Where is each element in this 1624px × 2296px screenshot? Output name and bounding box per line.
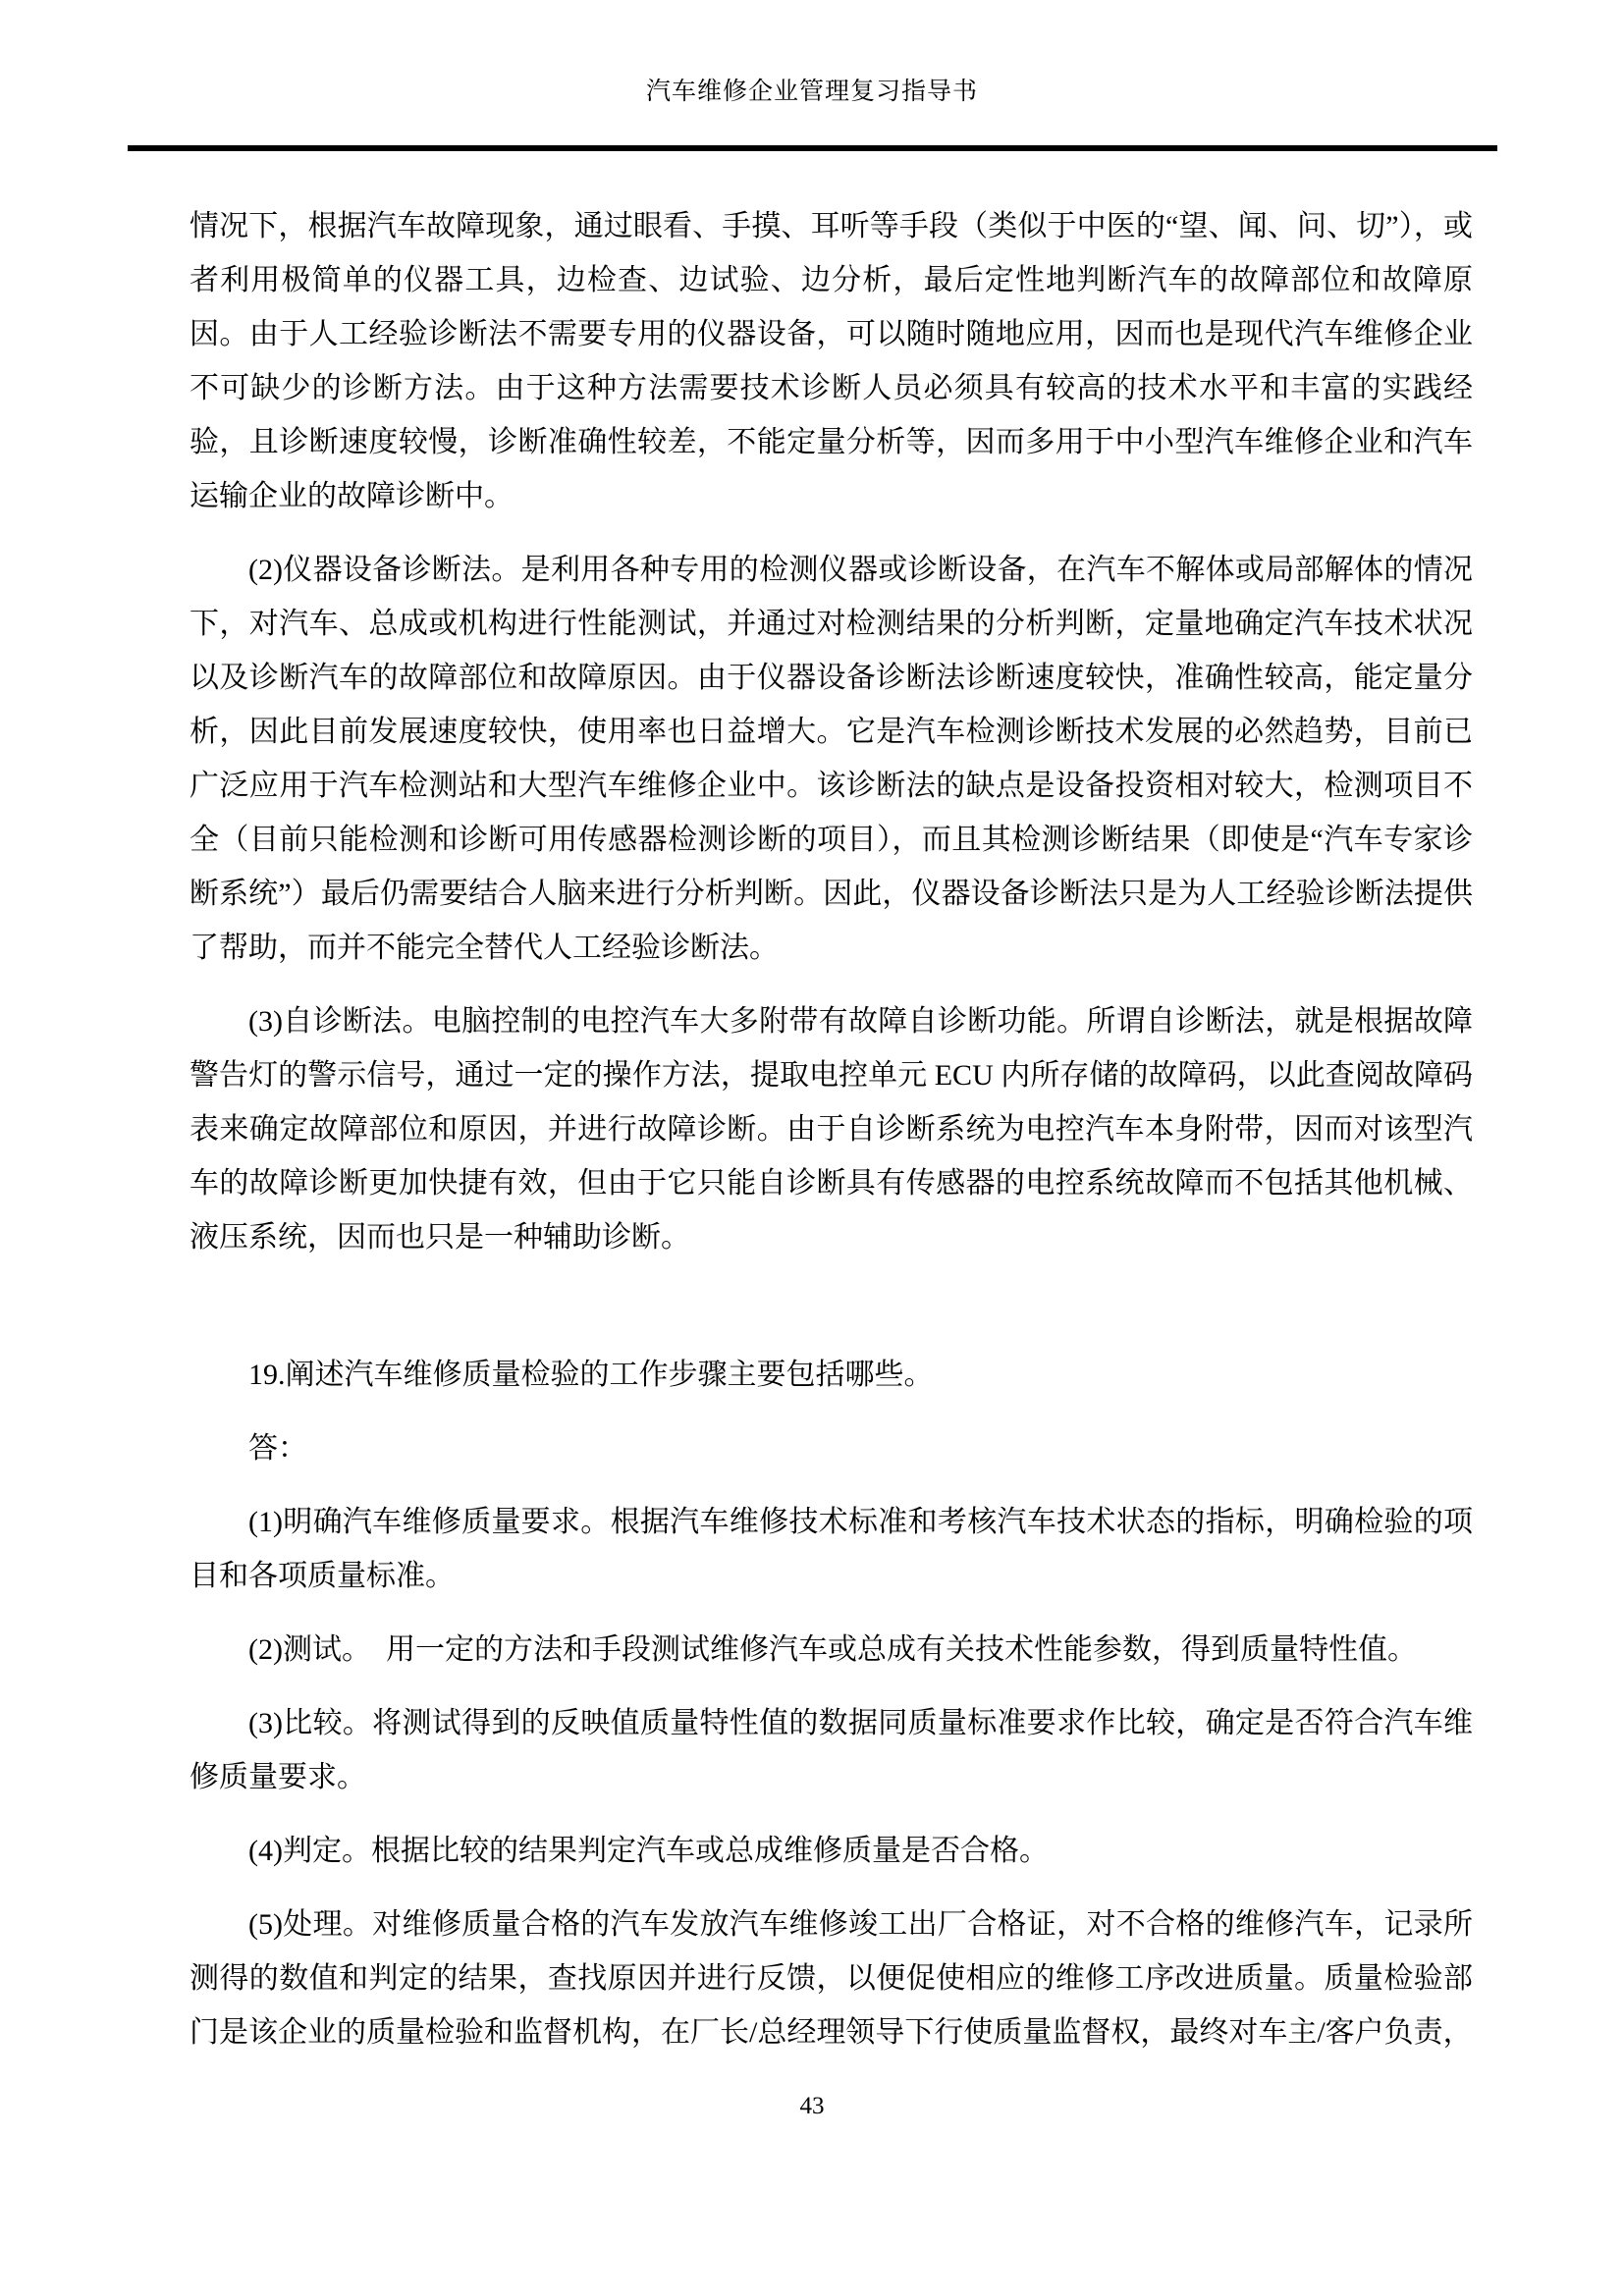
running-head-title: 汽车维修企业管理复习指导书 [645, 79, 978, 105]
answer-label: 答： [248, 1432, 307, 1465]
paragraph-diagnosis-manual-continuation: 情况下，根据汽车故障现象，通过眼看、手摸、耳听等手段（类似于中医的“望、闻、问、切”），或者利用极简单的仪器工具，边检查、边试验、边分析，最后定性地判断汽车的故障部位和故障原因。由于人工经验诊断法不需要专用的仪器设备，可以随时随地应用，因而也是现代汽车维修企业不可缺少的诊断方法。由于这种方法需要技术诊断人员必须具有较高的技术水平和丰富的实践经验，且诊断速度较慢，诊断准确性较差，不能定量分析等，因而多用于中小型汽车维修企业和汽车运输企业的故障诊断中。 [189, 210, 1473, 512]
answer-step-4: (4)判定。根据比较的结果判定汽车或总成维修质量是否合格。 [248, 1835, 1049, 1867]
answer-step-2: (2)测试。 用一定的方法和手段测试维修汽车或总成有关技术性能参数，得到质量特性值。 [248, 1633, 1417, 1666]
answer-step-5: (5)处理。对维修质量合格的汽车发放汽车维修竣工出厂合格证，对不合格的维修汽车，记录所测得的数值和判定的结果，查找原因并进行反馈，以便促使相应的维修工序改进质量。质量检验部门是该企业的质量检验和监督机构，在厂长/总经理领导下行使质量监督权，最终对车主/客户负责， [189, 1908, 1473, 2049]
question-19: 19.阐述汽车维修质量检验的工作步骤主要包括哪些。 [248, 1359, 934, 1391]
document-body [189, 199, 1473, 2079]
paragraph-instrument-diagnosis: (2)仪器设备诊断法。是利用各种专用的检测仪器或诊断设备，在汽车不解体或局部解体的情况下，对汽车、总成或机构进行性能测试，并通过对检测结果的分析判断，定量地确定汽车技术状况以及诊断汽车的故障部位和故障原因。由于仪器设备诊断法诊断速度较快，准确性较高，能定量分析，因此目前发展速度较快，使用率也日益增大。它是汽车检测诊断技术发展的必然趋势，目前已广泛应用于汽车检测站和大型汽车维修企业中。该诊断法的缺点是设备投资相对较大，检测项目不全（目前只能检测和诊断可用传感器检测诊断的项目），而且其检测诊断结果（即使是“汽车专家诊断系统”）最后仍需要结合人脑来进行分析判断。因此，仪器设备诊断法只是为人工经验诊断法提供了帮助，而并不能完全替代人工经验诊断法。 [189, 554, 1473, 964]
answer-step-3: (3)比较。将测试得到的反映值质量特性值的数据同质量标准要求作比较，确定是否符合汽车维修质量要求。 [189, 1707, 1473, 1793]
paragraph-self-diagnosis: (3)自诊断法。电脑控制的电控汽车大多附带有故障自诊断功能。所谓自诊断法，就是根据故障警告灯的警示信号，通过一定的操作方法，提取电控单元 ECU 内所存储的故障码，以此查阅故障码表来确定故障部位和原因，并进行故障诊断。由于自诊断系统为电控汽车本身附带，因而对该型汽车的故障诊断更加快捷有效，但由于它只能自诊断具有传感器的电控系统故障而不包括其他机械、液压系统，因而也只是一种辅助诊断。 [189, 1005, 1473, 1254]
header-rule [128, 145, 1497, 151]
page-number: 43 [799, 2093, 825, 2119]
answer-step-1: (1)明确汽车维修质量要求。根据汽车维修技术标准和考核汽车技术状态的指标，明确检验的项目和各项质量标准。 [189, 1506, 1473, 1592]
